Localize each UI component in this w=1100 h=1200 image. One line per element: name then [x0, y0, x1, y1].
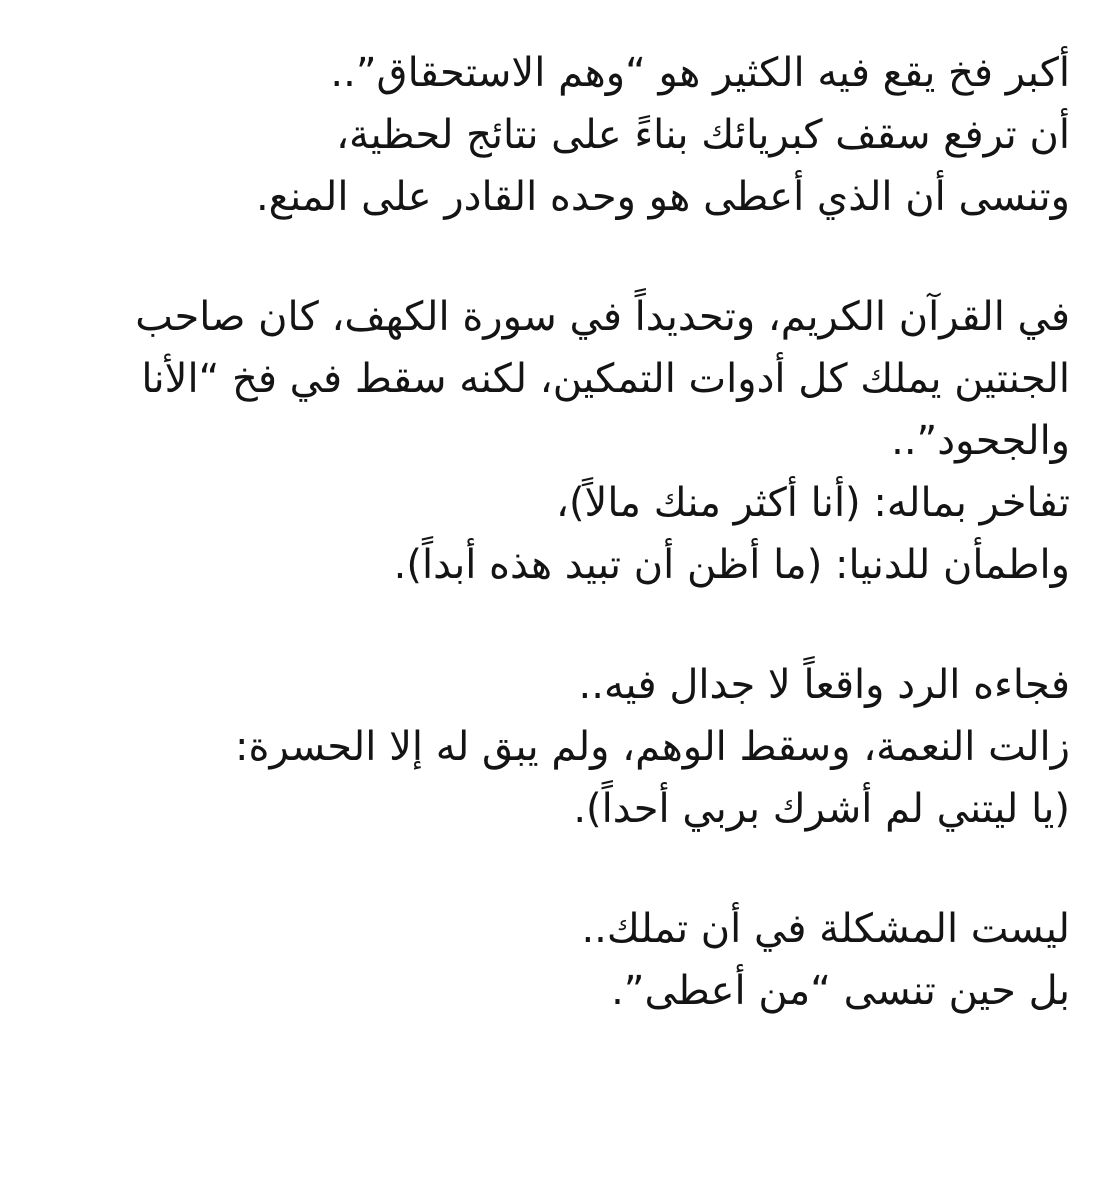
text-line: تفاخر بماله: (أنا أكثر منك مالاً)،: [556, 480, 1070, 526]
text-line: والجحود”..: [891, 418, 1070, 464]
text-line: في القرآن الكريم، وتحديداً في سورة الكهف، كان صاحب: [135, 294, 1070, 340]
paragraph-entitlement-illusion: [30, 42, 1070, 228]
paragraph-consequence: [30, 654, 1070, 840]
text-line: وتنسى أن الذي أعطى هو وحده القادر على المنع.: [255, 174, 1070, 220]
text-line: بل حين تنسى “من أعطى”.: [611, 968, 1070, 1014]
text-line: ليست المشكلة في أن تملك..: [581, 906, 1070, 952]
paragraph-conclusion: [30, 898, 1070, 1022]
text-line: أن ترفع سقف كبريائك بناءً على نتائج لحظية،: [336, 112, 1070, 158]
text-line: فجاءه الرد واقعاً لا جدال فيه..: [578, 662, 1070, 708]
text-line: الجنتين يملك كل أدوات التمكين، لكنه سقط في فخ “الأنا: [141, 356, 1070, 402]
text-line: أكبر فخ يقع فيه الكثير هو “وهم الاستحقاق”..: [330, 50, 1070, 96]
text-line: واطمأن للدنيا: (ما أظن أن تبيد هذه أبداً).: [393, 542, 1070, 588]
paragraph-quran-story: [30, 286, 1070, 596]
text-line: (يا ليتني لم أشرك بربي أحداً).: [573, 786, 1070, 832]
text-line: زالت النعمة، وسقط الوهم، ولم يبق له إلا الحسرة:: [235, 724, 1070, 770]
